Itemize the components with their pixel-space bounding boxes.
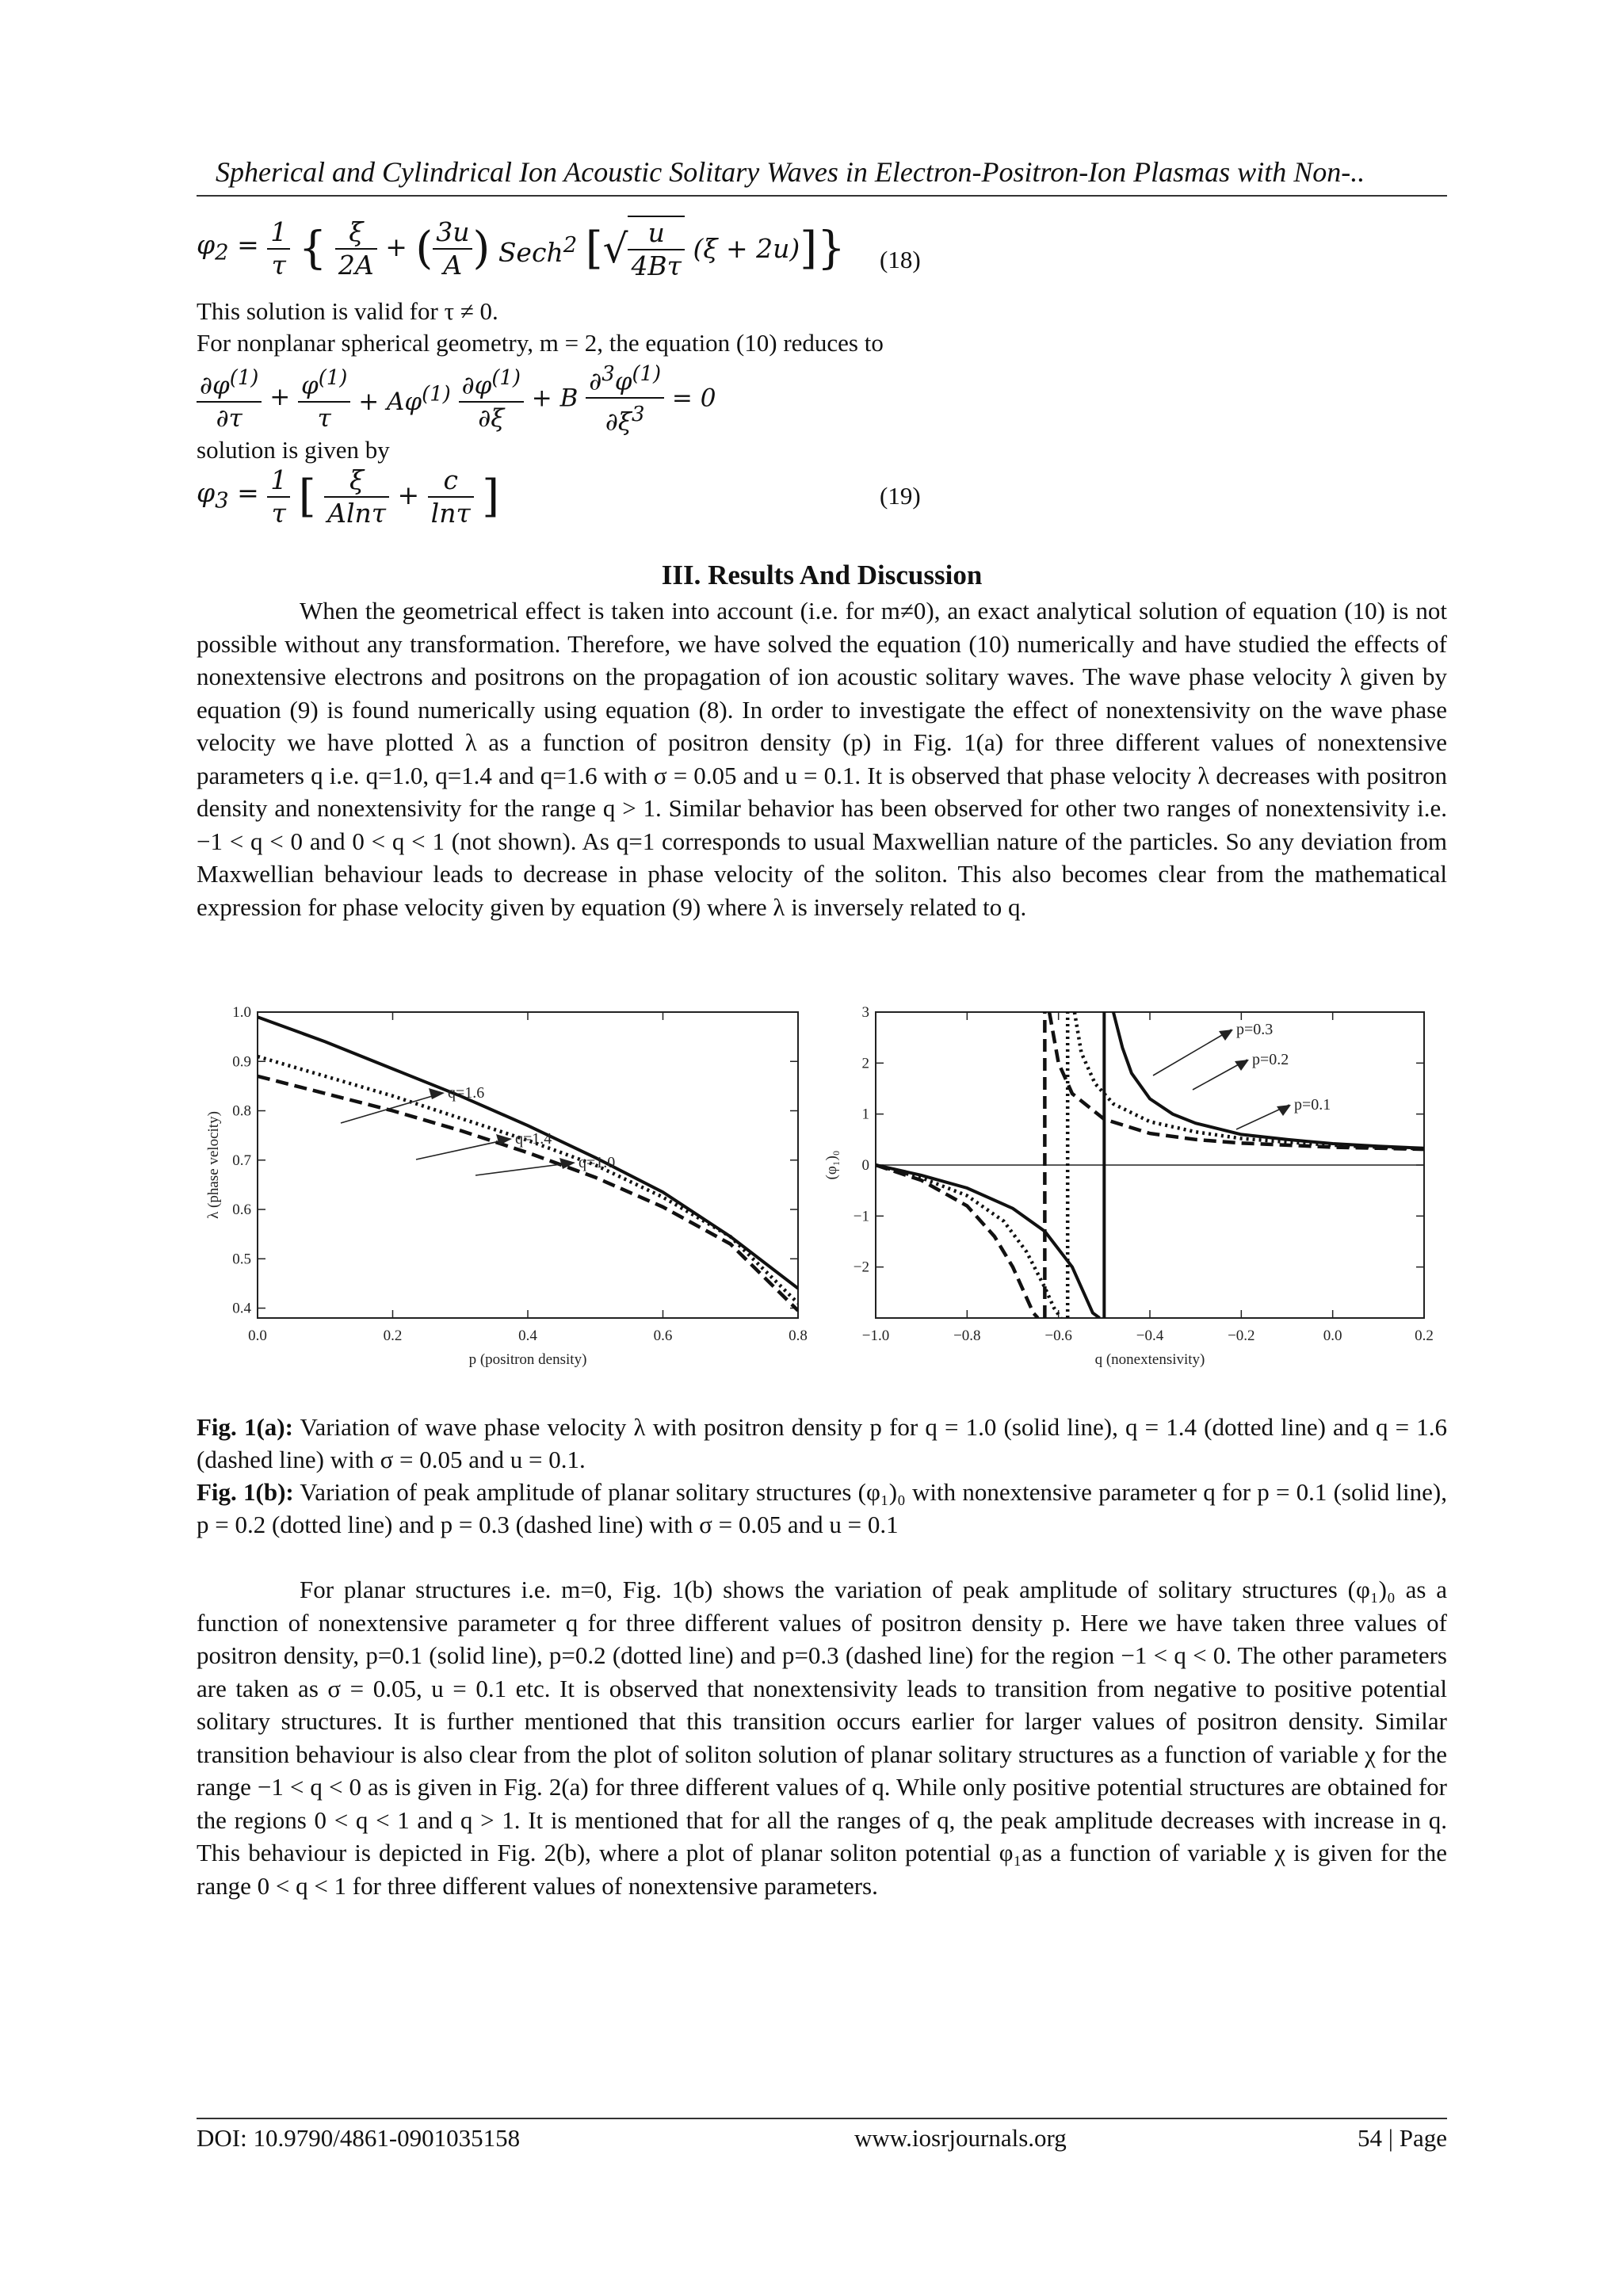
series-annotation: p=0.3: [1236, 1021, 1274, 1038]
equation-19-number: (19): [880, 482, 921, 510]
y-tick-label: 1.0: [232, 1004, 251, 1021]
y-tick-label: 0.8: [232, 1102, 251, 1120]
y-tick-label: 0.7: [232, 1152, 251, 1169]
x-tick-label: 0.2: [383, 1328, 403, 1344]
equation-18-number: (18): [880, 246, 921, 273]
series-annotation: p=0.2: [1252, 1051, 1289, 1068]
y-tick-label: 0.6: [232, 1201, 251, 1219]
y-tick-label: 0.9: [232, 1053, 251, 1071]
figure-1b-caption: [197, 1476, 1447, 1541]
x-tick-label: 0.8: [789, 1328, 808, 1344]
series-line-p=0.3-left: [876, 1165, 1038, 1318]
x-tick-label: 0.6: [653, 1328, 673, 1344]
annotation-arrow: [475, 1163, 574, 1175]
equation-19: $\varphi_3$ = $\frac{1}{\tau}$ [ $\frac{\xi}{Aln\tau}$ + $\frac{c}{\ln\tau}$ ]: [197, 464, 500, 529]
x-tick-label: −0.8: [953, 1328, 981, 1344]
y-axis-label: λ (phase velocity): [205, 1111, 222, 1219]
figure-1a-chart: [202, 1003, 812, 1387]
series-annotation: q=1.0: [579, 1154, 616, 1171]
figure-1a-label: Fig. 1(a):: [197, 1413, 293, 1441]
y-tick-label: 0.4: [232, 1300, 251, 1317]
series-line-q=1.0: [258, 1017, 798, 1288]
y-axis-label: (φ₁)₀: [823, 1150, 840, 1180]
equation-18: $\varphi_2$ = $\frac{1}{\tau}$ { $\frac{\xi}{2A}$ + ( $\frac{3u}{A}$ ) Sech$^2$ [√ $\frac{u}{4B\tau}$ (ξ + 2u)]}: [197, 216, 846, 281]
y-tick-label: 2: [861, 1055, 869, 1072]
figure-1a-caption-text: Variation of wave phase velocity λ with positron density p for q = 1.0 (solid line), q = 1.4 (dotted line) and q = 1.6 (dashed line) with σ = 0.05 and u = 0.1.: [197, 1413, 1447, 1473]
x-tick-label: 0.4: [518, 1328, 537, 1344]
x-tick-label: 0.0: [1323, 1328, 1342, 1344]
footer-website: www.iosrjournals.org: [854, 2124, 1067, 2152]
x-tick-label: 0.2: [1415, 1328, 1434, 1344]
y-tick-label: 1: [861, 1106, 869, 1123]
spherical-kdv-equation: $\frac{\partial\varphi^{(1)}}{\partial\tau}$ + $\frac{\varphi^{(1)}}{\tau}$ + $A\varphi^{(1)}$ $\frac{\partial\varphi^{(1)}}{\partial\xi}$ + B $\frac{\partial^3\varphi^{(1)}}{\partial\xi^3}$ = 0: [197, 358, 716, 438]
series-line-q=1.4: [258, 1056, 798, 1303]
y-tick-label: 3: [861, 1004, 869, 1021]
series-annotation: p=0.1: [1294, 1096, 1331, 1114]
x-tick-label: −0.2: [1228, 1328, 1255, 1344]
y-tick-label: −1: [853, 1208, 869, 1225]
y-tick-label: −2: [853, 1259, 869, 1276]
y-tick-label: 0.5: [232, 1251, 251, 1268]
x-tick-label: −0.6: [1044, 1328, 1072, 1344]
results-paragraph-1: When the geometrical effect is taken into account (i.e. for m≠0), an exact analytical solution of equation (10) is not possible without any transformation. Therefore, we have solved the equation (10) numerically and have studied the effects of nonextensive electrons and positrons on the propagation of ion acoustic solitary waves. The wave phase velocity λ given by equation (9) is found numerically using equation (8). In order to investigate the effect of nonextensivity on the wave phase velocity we have plotted λ as a function of positron density (p) in Fig. 1(a) for three different values of nonextensive parameters q i.e. q=1.0, q=1.4 and q=1.6 with σ = 0.05 and u = 0.1. It is observed that phase velocity λ decreases with positron density and nonextensivity for the range q > 1. Similar behavior has been observed for other two ranges of nonextensivity i.e. −1 < q < 0 and 0 < q < 1 (not shown). As q=1 corresponds to usual Maxwellian nature of the particles. So any deviation from Maxwellian behaviour leads to decrease in phase velocity of the soliton. This also becomes clear from the mathematical expression for phase velocity given by equation (9) where λ is inversely related to q.: [197, 597, 1447, 921]
section-heading: III. Results And Discussion: [661, 560, 983, 590]
running-header: Spherical and Cylindrical Ion Acoustic Solitary Waves in Electron-Positron-Ion Plasmas with Non-..: [216, 156, 1365, 188]
series-line-q=1.6: [258, 1076, 798, 1311]
series-annotation: q=1.6: [448, 1084, 485, 1102]
x-tick-label: 0.0: [248, 1328, 267, 1344]
header-rule: [197, 195, 1447, 197]
solution-given-text: solution is given by: [197, 436, 390, 464]
spherical-geometry-text: For nonplanar spherical geometry, m = 2, the equation (10) reduces to: [197, 329, 884, 357]
y-tick-label: 0: [861, 1157, 869, 1174]
annotation-arrow: [416, 1139, 510, 1159]
figure-1b-label: Fig. 1(b):: [197, 1478, 294, 1506]
figure-1a-caption: [197, 1411, 1447, 1476]
footer-rule: [197, 2118, 1447, 2119]
x-axis-label: q (nonextensivity): [1094, 1351, 1205, 1368]
figure-1b-chart: [823, 1003, 1438, 1387]
footer-page-number: 54 | Page: [1358, 2124, 1447, 2152]
x-axis-label: p (positron density): [468, 1351, 587, 1368]
eq18-validity-text: This solution is valid for τ ≠ 0.: [197, 297, 498, 325]
figure-1b-caption-text: Variation of peak amplitude of planar solitary structures (φ₁)₀ with nonextensive parameter q for p = 0.1 (solid line), p = 0.2 (dotted line) and p = 0.3 (dashed line) with σ = 0.05 and u = 0.1: [197, 1478, 1447, 1538]
annotation-arrow: [1153, 1030, 1232, 1075]
plot-frame: [258, 1012, 798, 1318]
footer-doi: DOI: 10.9790/4861-0901035158: [197, 2124, 521, 2152]
results-paragraph-2: For planar structures i.e. m=0, Fig. 1(b) shows the variation of peak amplitude of solitary structures (φ₁)₀ as a function of nonextensive parameter q for three different values of positron density p. Here we have taken three values of positron density, p=0.1 (solid line), p=0.2 (dotted line) and p=0.3 (dashed line) for the region −1 < q < 0. The other parameters are taken as σ = 0.05, u = 0.1 etc. It is observed that nonextensivity leads to transition from negative to positive potential solitary structures. It is further mentioned that this transition occurs earlier for larger values of positron density. Similar transition behaviour is also clear from the plot of soliton solution of planar solitary structures as a function of variable χ for the range −1 < q < 0 as is given in Fig. 2(a) for three different values of q. While only positive potential structures are obtained for the regions 0 < q < 1 and q > 1. It is mentioned that for all the ranges of q, the peak amplitude decreases with increase in q. This behaviour is depicted in Fig. 2(b), where a plot of planar soliton potential φ₁as a function of variable χ is given for the range 0 < q < 1 for three different values of nonextensive parameters.: [197, 1576, 1447, 1900]
x-tick-label: −0.4: [1136, 1328, 1164, 1344]
x-tick-label: −1.0: [861, 1328, 890, 1344]
series-annotation: q=1.4: [515, 1130, 552, 1148]
